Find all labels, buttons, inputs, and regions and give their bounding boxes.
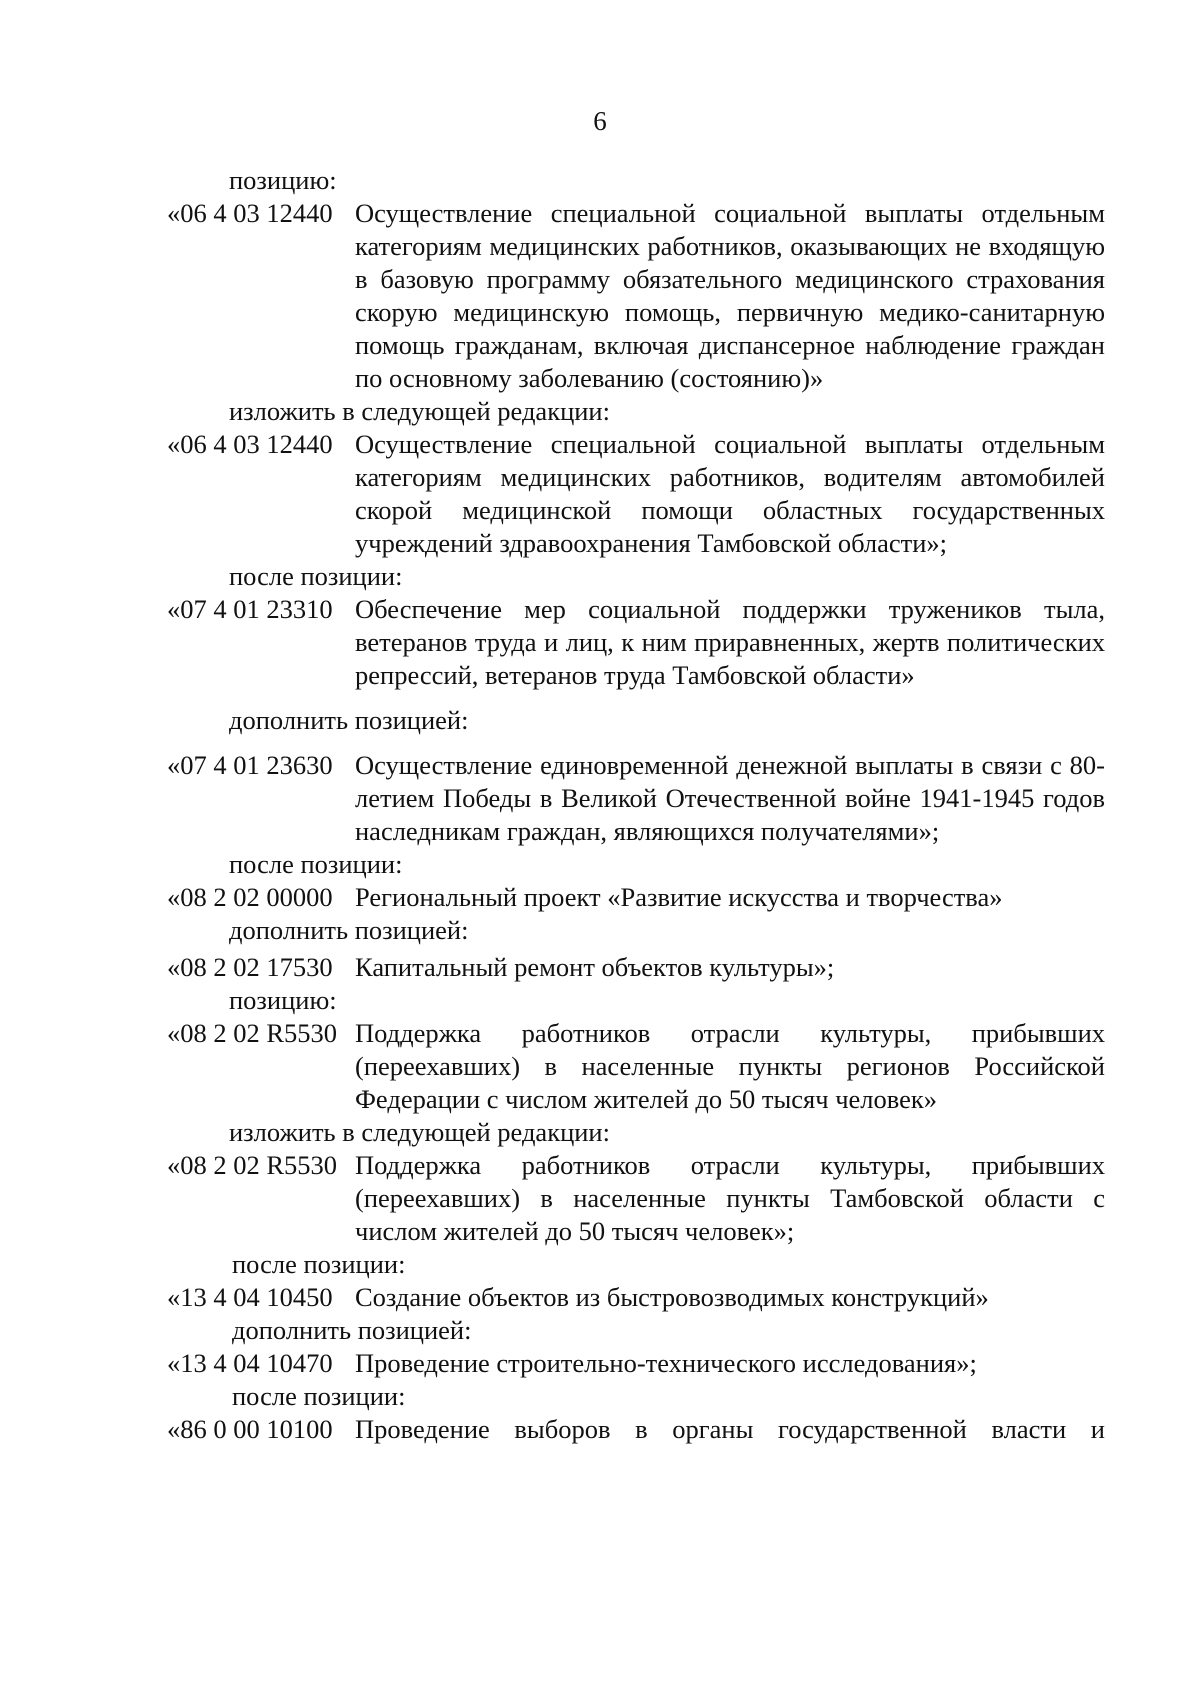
entry-code: «13 4 04 10470 bbox=[167, 1348, 333, 1378]
entry-description: Осуществление специальной социальной выплаты отдельным категориям медицинских работников, водителям автомобилей скорой медицинской помощи областных государственных учреждений здравоохранения Тамбовской области»; bbox=[355, 429, 1105, 558]
entry-description: Поддержка работников отрасли культуры, прибывших (переехавших) в населенные пункты Тамбовской области с числом жителей до 50 тысяч человек»; bbox=[355, 1150, 1105, 1246]
instruction-line: позицию: bbox=[229, 985, 337, 1015]
page-number: 6 bbox=[593, 106, 607, 136]
entry-description: Создание объектов из быстровозводимых конструкций» bbox=[355, 1282, 989, 1312]
entry-code: «07 4 01 23630 bbox=[167, 750, 333, 780]
budget-entry bbox=[167, 1017, 1105, 1116]
budget-entry bbox=[167, 1149, 1105, 1248]
instruction-line: после позиции: bbox=[229, 849, 403, 879]
entry-code: «86 0 00 10100 bbox=[167, 1414, 333, 1444]
budget-entry bbox=[167, 593, 1105, 692]
budget-entry bbox=[167, 881, 1105, 914]
entry-code: «08 2 02 00000 bbox=[167, 882, 333, 912]
budget-entry bbox=[167, 951, 1105, 984]
instruction-line: после позиции: bbox=[232, 1249, 406, 1279]
instruction-line: изложить в следующей редакции: bbox=[229, 1117, 610, 1147]
entry-description: Осуществление специальной социальной выплаты отдельным категориям медицинских работников, оказывающих не входящую в базовую программу обязательного медицинского страхования скорую медицинскую помощь, первичную медико-санитарную помощь гражданам, включая диспансерное наблюдение граждан по основному заболеванию (состоянию)» bbox=[355, 198, 1105, 393]
entry-description: Поддержка работников отрасли культуры, прибывших (переехавших) в населенные пункты регионов Российской Федерации с числом жителей до 50 тысяч человек» bbox=[355, 1018, 1105, 1114]
instruction-line: после позиции: bbox=[229, 561, 403, 591]
budget-entry bbox=[167, 1413, 1105, 1446]
instruction-line: изложить в следующей редакции: bbox=[229, 396, 610, 426]
entry-description: Обеспечение мер социальной поддержки тружеников тыла, ветеранов труда и лиц, к ним приравненных, жертв политических репрессий, ветеранов труда Тамбовской области» bbox=[355, 594, 1105, 690]
entry-description: Капитальный ремонт объектов культуры»; bbox=[355, 952, 835, 982]
entry-description: Региональный проект «Развитие искусства и творчества» bbox=[355, 882, 1003, 912]
entry-code: «06 4 03 12440 bbox=[167, 198, 333, 228]
entry-description: Проведение выборов в органы государственной власти и bbox=[355, 1414, 1105, 1444]
entry-code: «08 2 02 R5530 bbox=[167, 1150, 338, 1180]
instruction-line: после позиции: bbox=[232, 1381, 406, 1411]
budget-entry bbox=[167, 1281, 1105, 1314]
instruction-line: дополнить позицией: bbox=[232, 1315, 472, 1345]
budget-entry bbox=[167, 1347, 1105, 1380]
budget-entry bbox=[167, 197, 1105, 395]
entry-description: Проведение строительно-технического исследования»; bbox=[355, 1348, 977, 1378]
instruction-line: позицию: bbox=[229, 165, 337, 195]
instruction-line: дополнить позицией: bbox=[229, 915, 469, 945]
entry-description: Осуществление единовременной денежной выплаты в связи с 80-летием Победы в Великой Отечественной войне 1941-1945 годов наследникам граждан, являющихся получателями»; bbox=[355, 750, 1105, 846]
entry-code: «07 4 01 23310 bbox=[167, 594, 333, 624]
budget-entry bbox=[167, 428, 1105, 560]
budget-entry bbox=[167, 749, 1105, 848]
entry-code: «13 4 04 10450 bbox=[167, 1282, 333, 1312]
entry-code: «06 4 03 12440 bbox=[167, 429, 333, 459]
entry-code: «08 2 02 R5530 bbox=[167, 1018, 338, 1048]
entry-code: «08 2 02 17530 bbox=[167, 952, 333, 982]
document-body bbox=[167, 164, 1105, 1446]
instruction-line: дополнить позицией: bbox=[229, 705, 469, 735]
